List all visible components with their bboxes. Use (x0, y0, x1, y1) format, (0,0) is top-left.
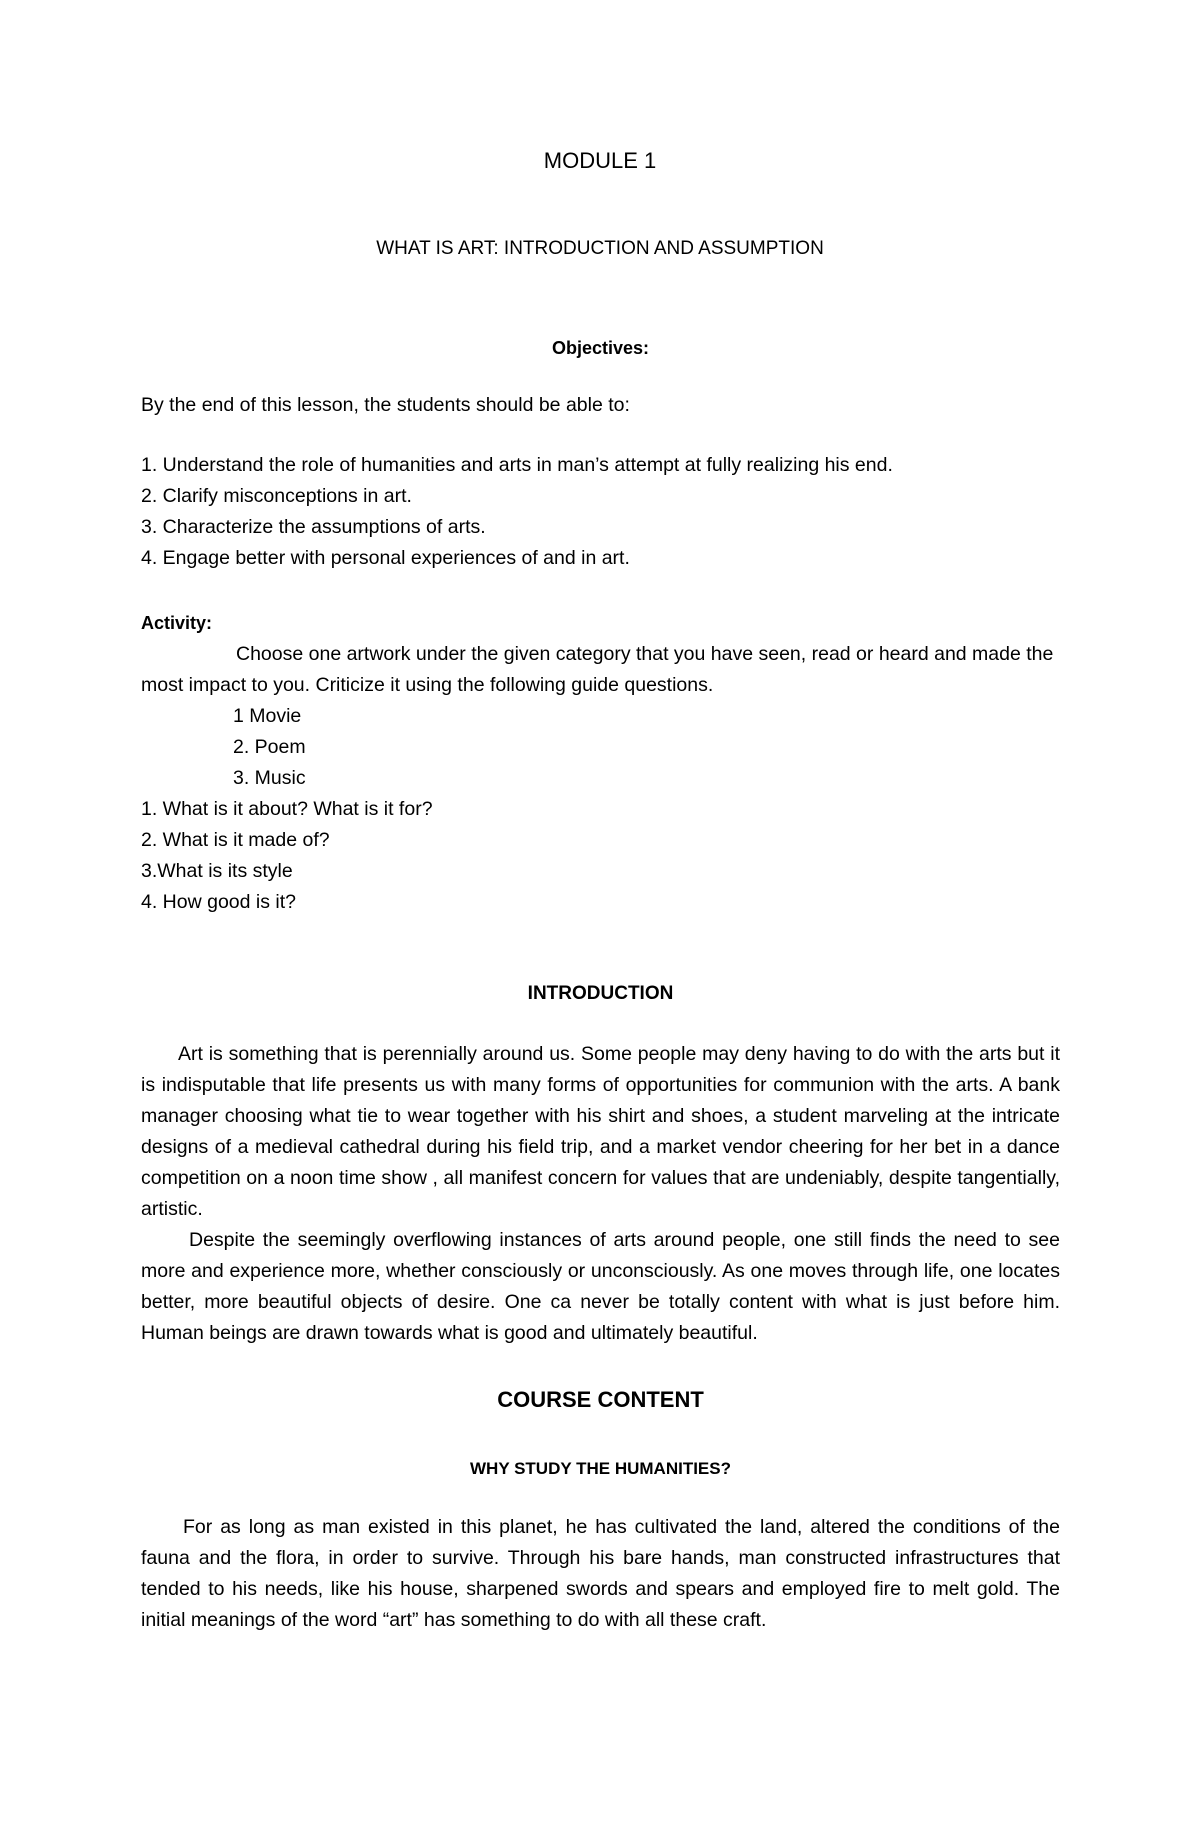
objective-item: 2. Clarify misconceptions in art. (141, 485, 412, 507)
category-item: 3. Music (233, 767, 306, 789)
activity-heading: Activity: (141, 613, 213, 633)
category-item: 2. Poem (233, 736, 306, 758)
course-content-paragraph: For as long as man existed in this planet, he has cultivated the land, altered the conditions of the fauna and the flora, in order to survive. Through his bare hands, man constructed infrastructures that tended to his needs, like his house, sharpened swords and spears and employed fire to melt gold. The initial meanings of the word “art” has something to do with all these craft. (141, 1516, 1060, 1631)
question-item: 2. What is it made of? (141, 829, 330, 851)
question-item: 4. How good is it? (141, 891, 297, 913)
introduction-body (141, 1039, 1060, 1349)
objective-item: 4. Engage better with personal experiences of and in art. (141, 547, 630, 569)
objectives-intro: By the end of this lesson, the students should be able to: (141, 394, 630, 416)
objective-item: 1. Understand the role of humanities and arts in man’s attempt at fully realizing his end. (141, 454, 893, 476)
module-title: MODULE 1 (543, 148, 657, 173)
objectives-heading: Objectives: (551, 338, 650, 358)
course-content-body (141, 1512, 1060, 1636)
why-study-heading: WHY STUDY THE HUMANITIES? (470, 1459, 731, 1478)
objective-item: 3. Characterize the assumptions of arts. (141, 516, 486, 538)
category-item: 1 Movie (233, 705, 302, 727)
introduction-heading: INTRODUCTION (527, 983, 674, 1004)
activity-section (141, 639, 1060, 918)
course-content-heading: COURSE CONTENT (497, 1387, 704, 1412)
introduction-paragraph: Art is something that is perennially around us. Some people may deny having to do with the arts but it is indisputable that life presents us with many forms of opportunities for communion with the arts. A bank manager choosing what tie to wear together with his shirt and shoes, a student marveling at the intricate designs of a medieval cathedral during his field trip, and a market vendor cheering for her bet in a dance competition on a noon time show , all manifest concern for values that are undeniably, despite tangentially, artistic. (141, 1043, 1060, 1220)
introduction-paragraph: Despite the seemingly overflowing instances of arts around people, one still finds the need to see more and experience more, whether consciously or unconsciously. As one moves through life, one locates better, more beautiful objects of desire. One ca never be totally content with what is just before him. Human beings are drawn towards what is good and ultimately beautiful. (141, 1229, 1060, 1344)
guide-questions (141, 794, 1060, 918)
activity-instructions: Choose one artwork under the given category that you have seen, read or heard and made the most impact to you. Criticize it using the following guide questions. (141, 643, 1054, 696)
question-item: 3.What is its style (141, 860, 293, 882)
objectives-list (141, 450, 1060, 574)
question-item: 1. What is it about? What is it for? (141, 798, 433, 820)
activity-categories (141, 701, 1060, 794)
chapter-title: WHAT IS ART: INTRODUCTION AND ASSUMPTION (376, 238, 824, 259)
